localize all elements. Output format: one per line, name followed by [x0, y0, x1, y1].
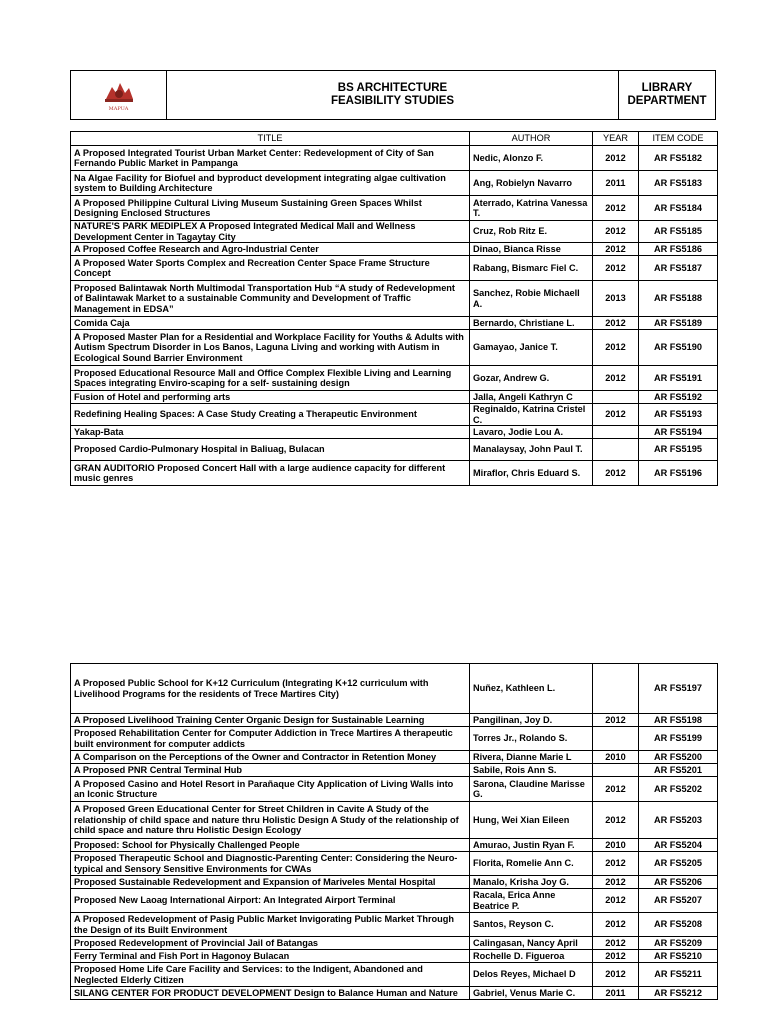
- table-row: [71, 937, 718, 950]
- year-cell: 2012: [593, 256, 639, 281]
- author-cell: Manalaysay, John Paul T.: [470, 439, 593, 461]
- author-cell: Reginaldo, Katrina Cristel C.: [470, 404, 593, 426]
- table-row: [71, 317, 718, 330]
- column-header-year: YEAR: [593, 132, 639, 146]
- author-cell: Nuñez, Kathleen L.: [470, 664, 593, 714]
- title-cell: Proposed Balintawak North Multimodal Transportation Hub “A study of Redevelopment of Balintawak Market to a sustainable Community and Development of Traffic Management in EDSA”: [71, 281, 470, 317]
- table-row: [71, 243, 718, 256]
- item-code-cell: AR FS5198: [639, 714, 718, 727]
- year-cell: 2012: [593, 714, 639, 727]
- year-cell: 2012: [593, 963, 639, 987]
- title-cell: A Proposed Livelihood Training Center Organic Design for Sustainable Learning: [71, 714, 470, 727]
- table-row: [71, 987, 718, 1000]
- author-cell: Sanchez, Robie Michaell A.: [470, 281, 593, 317]
- author-cell: Florita, Romelie Ann C.: [470, 852, 593, 876]
- table-row: [71, 950, 718, 963]
- table-row: [71, 963, 718, 987]
- title-cell: Redefining Healing Spaces: A Case Study Creating a Therapeutic Environment: [71, 404, 470, 426]
- table-row: [71, 146, 718, 171]
- item-code-cell: AR FS5183: [639, 171, 718, 196]
- year-cell: 2010: [593, 751, 639, 764]
- title-cell: A Proposed Redevelopment of Pasig Public Market Invigorating Public Market Through the Design of its Built Environment: [71, 913, 470, 937]
- title-cell: Proposed Educational Resource Mall and Office Complex Flexible Living and Learning Spaces integrating Enviro-scaping for a self- sustaining design: [71, 366, 470, 391]
- author-cell: Calingasan, Nancy April: [470, 937, 593, 950]
- table-row: [71, 366, 718, 391]
- item-code-cell: AR FS5190: [639, 330, 718, 366]
- year-cell: 2012: [593, 366, 639, 391]
- year-cell: [593, 391, 639, 404]
- table-row: [71, 852, 718, 876]
- year-cell: 2012: [593, 461, 639, 486]
- table-row: [71, 664, 718, 714]
- item-code-cell: AR FS5182: [639, 146, 718, 171]
- year-cell: [593, 439, 639, 461]
- document-title: [167, 71, 619, 119]
- author-cell: Rabang, Bismarc Fiel C.: [470, 256, 593, 281]
- item-code-cell: AR FS5191: [639, 366, 718, 391]
- document-header: [70, 70, 716, 120]
- table-row: [71, 281, 718, 317]
- item-code-cell: AR FS5205: [639, 852, 718, 876]
- year-cell: 2012: [593, 146, 639, 171]
- author-cell: Aterrado, Katrina Vanessa T.: [470, 196, 593, 221]
- author-cell: Sabile, Rois Ann S.: [470, 764, 593, 777]
- table-row: [71, 714, 718, 727]
- column-header-title: TITLE: [71, 132, 470, 146]
- title-cell: NATURE'S PARK MEDIPLEX A Proposed Integrated Medical Mall and Wellness Development Center in Tagaytay City: [71, 221, 470, 243]
- table-row: [71, 727, 718, 751]
- year-cell: 2011: [593, 987, 639, 1000]
- author-cell: Racala, Erica Anne Beatrice P.: [470, 889, 593, 913]
- title-cell: SILANG CENTER FOR PRODUCT DEVELOPMENT Design to Balance Human and Nature: [71, 987, 470, 1000]
- title-cell: Proposed Rehabilitation Center for Computer Addiction in Trece Martires A therapeutic built environment for computer addicts: [71, 727, 470, 751]
- item-code-cell: AR FS5211: [639, 963, 718, 987]
- item-code-cell: AR FS5204: [639, 839, 718, 852]
- title-cell: A Proposed Master Plan for a Residential and Workplace Facility for Youths & Adults with Autism Spectrum Disorder in Los Banos, Laguna Living and working with Autism in Ecological Sound Barrier Environment: [71, 330, 470, 366]
- title-cell: A Proposed Casino and Hotel Resort in Parañaque City Application of Living Walls into an Iconic Structure: [71, 777, 470, 802]
- table-row: [71, 764, 718, 777]
- table-row: [71, 876, 718, 889]
- item-code-cell: AR FS5185: [639, 221, 718, 243]
- title-cell: Proposed Therapeutic School and Diagnostic-Parenting Center: Considering the Neuro-typical and Sensory Sensitive Environments for CWAs: [71, 852, 470, 876]
- title-cell: Fusion of Hotel and performing arts: [71, 391, 470, 404]
- table-row: [71, 461, 718, 486]
- year-cell: 2012: [593, 876, 639, 889]
- table-row: [71, 256, 718, 281]
- title-cell: A Proposed Public School for K+12 Curriculum (Integrating K+12 curriculum with Livelihood Programs for the residents of Trece Martires City): [71, 664, 470, 714]
- item-code-cell: AR FS5192: [639, 391, 718, 404]
- title-line-2: FEASIBILITY STUDIES: [330, 95, 455, 107]
- author-cell: Jalla, Angeli Kathryn C: [470, 391, 593, 404]
- year-cell: 2012: [593, 777, 639, 802]
- year-cell: [593, 664, 639, 714]
- mapua-seal-icon: [102, 79, 136, 105]
- logo-cell: [71, 71, 167, 119]
- table-row: [71, 839, 718, 852]
- item-code-cell: AR FS5186: [639, 243, 718, 256]
- item-code-cell: AR FS5197: [639, 664, 718, 714]
- item-code-cell: AR FS5199: [639, 727, 718, 751]
- year-cell: 2012: [593, 196, 639, 221]
- author-cell: Miraflor, Chris Eduard S.: [470, 461, 593, 486]
- item-code-cell: AR FS5200: [639, 751, 718, 764]
- author-cell: Gamayao, Janice T.: [470, 330, 593, 366]
- author-cell: Delos Reyes, Michael D: [470, 963, 593, 987]
- year-cell: 2012: [593, 937, 639, 950]
- year-cell: [593, 764, 639, 777]
- item-code-cell: AR FS5208: [639, 913, 718, 937]
- title-cell: A Proposed Integrated Tourist Urban Market Center: Redevelopment of City of San Fernando Public Market in Pampanga: [71, 146, 470, 171]
- title-cell: Ferry Terminal and Fish Port in Hagonoy Bulacan: [71, 950, 470, 963]
- item-code-cell: AR FS5210: [639, 950, 718, 963]
- item-code-cell: AR FS5206: [639, 876, 718, 889]
- table-row: [71, 802, 718, 839]
- year-cell: 2012: [593, 243, 639, 256]
- title-cell: A Proposed PNR Central Terminal Hub: [71, 764, 470, 777]
- item-code-cell: AR FS5189: [639, 317, 718, 330]
- table-row: [71, 171, 718, 196]
- dept-line-2: DEPARTMENT: [627, 95, 707, 107]
- table-row: [71, 913, 718, 937]
- year-cell: 2013: [593, 281, 639, 317]
- title-cell: Comida Caja: [71, 317, 470, 330]
- title-cell: Proposed Sustainable Redevelopment and Expansion of Mariveles Mental Hospital: [71, 876, 470, 889]
- table-row: [71, 391, 718, 404]
- dept-line-1: LIBRARY: [641, 82, 693, 94]
- year-cell: 2012: [593, 317, 639, 330]
- title-cell: A Proposed Coffee Research and Agro-Industrial Center: [71, 243, 470, 256]
- author-cell: Manalo, Krisha Joy G.: [470, 876, 593, 889]
- item-code-cell: AR FS5184: [639, 196, 718, 221]
- author-cell: Dinao, Bianca Risse: [470, 243, 593, 256]
- title-cell: A Comparison on the Perceptions of the Owner and Contractor in Retention Money: [71, 751, 470, 764]
- title-cell: A Proposed Water Sports Complex and Recreation Center Space Frame Structure Concept: [71, 256, 470, 281]
- year-cell: 2012: [593, 330, 639, 366]
- table-row: [71, 777, 718, 802]
- table-header-row: [71, 132, 718, 146]
- year-cell: 2012: [593, 404, 639, 426]
- year-cell: 2012: [593, 221, 639, 243]
- author-cell: Bernardo, Christiane L.: [470, 317, 593, 330]
- year-cell: 2012: [593, 802, 639, 839]
- year-cell: 2012: [593, 852, 639, 876]
- column-header-author: AUTHOR: [470, 132, 593, 146]
- table-row: [71, 426, 718, 439]
- item-code-cell: AR FS5193: [639, 404, 718, 426]
- title-cell: Proposed: School for Physically Challenged People: [71, 839, 470, 852]
- table-row: [71, 196, 718, 221]
- item-code-cell: AR FS5194: [639, 426, 718, 439]
- title-cell: Proposed Cardio-Pulmonary Hospital in Baliuag, Bulacan: [71, 439, 470, 461]
- title-cell: A Proposed Green Educational Center for Street Children in Cavite A Study of the relationship of child space and nature thru Holistic Design A Study of the relationship of child space and nature thru Holistic Design Ecology: [71, 802, 470, 839]
- author-cell: Hung, Wei Xian Eileen: [470, 802, 593, 839]
- item-code-cell: AR FS5203: [639, 802, 718, 839]
- item-code-cell: AR FS5202: [639, 777, 718, 802]
- author-cell: Nedic, Alonzo F.: [470, 146, 593, 171]
- author-cell: Sarona, Claudine Marisse G.: [470, 777, 593, 802]
- table-row: [71, 221, 718, 243]
- item-code-cell: AR FS5188: [639, 281, 718, 317]
- item-code-cell: AR FS5212: [639, 987, 718, 1000]
- title-cell: Proposed Home Life Care Facility and Services: to the Indigent, Abandoned and Neglected Elderly Citizen: [71, 963, 470, 987]
- item-code-cell: AR FS5209: [639, 937, 718, 950]
- year-cell: 2010: [593, 839, 639, 852]
- year-cell: [593, 727, 639, 751]
- thesis-table-1: [70, 131, 718, 486]
- table-row: [71, 889, 718, 913]
- item-code-cell: AR FS5195: [639, 439, 718, 461]
- author-cell: Lavaro, Jodie Lou A.: [470, 426, 593, 439]
- author-cell: Gabriel, Venus Marie C.: [470, 987, 593, 1000]
- item-code-cell: AR FS5207: [639, 889, 718, 913]
- author-cell: Rochelle D. Figueroa: [470, 950, 593, 963]
- item-code-cell: AR FS5201: [639, 764, 718, 777]
- table-row: [71, 330, 718, 366]
- year-cell: 2011: [593, 171, 639, 196]
- author-cell: Pangilinan, Joy D.: [470, 714, 593, 727]
- item-code-cell: AR FS5187: [639, 256, 718, 281]
- title-cell: Yakap-Bata: [71, 426, 470, 439]
- author-cell: Amurao, Justin Ryan F.: [470, 839, 593, 852]
- author-cell: Torres Jr., Rolando S.: [470, 727, 593, 751]
- table-row: [71, 404, 718, 426]
- title-cell: GRAN AUDITORIO Proposed Concert Hall with a large audience capacity for different music genres: [71, 461, 470, 486]
- author-cell: Cruz, Rob Ritz E.: [470, 221, 593, 243]
- title-cell: Proposed New Laoag International Airport: An Integrated Airport Terminal: [71, 889, 470, 913]
- table-row: [71, 439, 718, 461]
- author-cell: Ang, Robielyn Navarro: [470, 171, 593, 196]
- year-cell: 2012: [593, 889, 639, 913]
- author-cell: Rivera, Dianne Marie L: [470, 751, 593, 764]
- title-cell: Proposed Redevelopment of Provincial Jail of Batangas: [71, 937, 470, 950]
- thesis-table-2: [70, 663, 718, 1000]
- year-cell: [593, 426, 639, 439]
- year-cell: 2012: [593, 950, 639, 963]
- item-code-cell: AR FS5196: [639, 461, 718, 486]
- title-cell: Na Algae Facility for Biofuel and byproduct development integrating algae cultivation system to Building Architecture: [71, 171, 470, 196]
- table-row: [71, 751, 718, 764]
- author-cell: Santos, Reyson C.: [470, 913, 593, 937]
- column-header-item-code: ITEM CODE: [639, 132, 718, 146]
- year-cell: 2012: [593, 913, 639, 937]
- title-line-1: BS ARCHITECTURE: [337, 82, 448, 94]
- title-cell: A Proposed Philippine Cultural Living Museum Sustaining Green Spaces Whilst Designing Enclosed Structures: [71, 196, 470, 221]
- department-label: [619, 71, 715, 119]
- author-cell: Gozar, Andrew G.: [470, 366, 593, 391]
- logo-text: MAPUA: [108, 105, 129, 112]
